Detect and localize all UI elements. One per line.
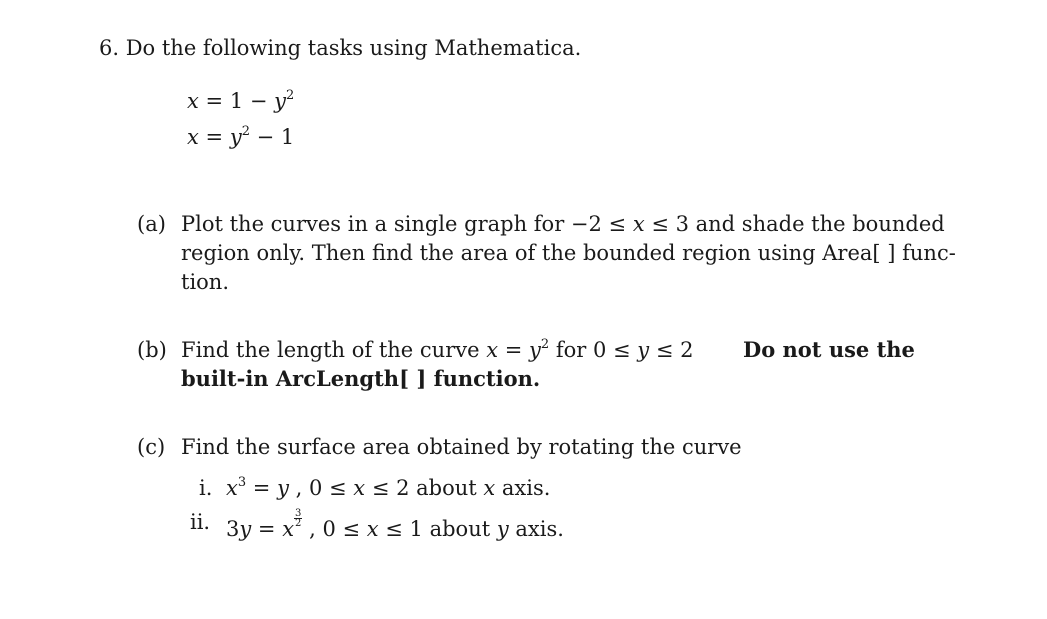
part-b-bold-2 xyxy=(181,366,540,392)
part-c-item-ii xyxy=(226,509,564,542)
item-ii-var1: y xyxy=(239,517,252,541)
item-i-mid: , 0 ≤ xyxy=(288,476,354,500)
part-a-line1-pre: Plot the curves in a single graph for −2 ≤ xyxy=(181,212,633,236)
part-c-label-text: (c) xyxy=(137,435,166,459)
part-b-var-y: y xyxy=(529,338,541,362)
item-ii-label: ii. xyxy=(190,510,211,534)
part-b-bold1-text: Do not use the xyxy=(743,337,915,362)
part-a-line3-text: tion. xyxy=(181,270,229,294)
eq1-rhs-exp: 2 xyxy=(286,88,295,103)
part-a-line2-text: region only. Then find the area of the bounded region using Area[ ] func- xyxy=(181,241,956,265)
part-a-label xyxy=(137,211,166,237)
equation-2: $x = y^2 - 1$ xyxy=(187,124,295,149)
item-ii-eq: = xyxy=(251,517,283,541)
part-b-var-y2: y xyxy=(637,338,650,362)
part-a-line1-var: x xyxy=(632,212,645,236)
item-i-range: ≤ 2 about xyxy=(365,476,484,500)
item-ii-var2: x xyxy=(282,517,295,541)
eq1-lhs: x xyxy=(187,89,199,113)
eq2-lhs: x xyxy=(187,125,199,149)
item-i-axis: x xyxy=(483,476,496,500)
part-b-bold2-text: built-in ArcLength[ ] function. xyxy=(181,366,541,391)
part-b-eq: = xyxy=(498,338,529,362)
part-c-item-i xyxy=(226,475,550,501)
problem-heading xyxy=(99,35,581,61)
part-b-text2: for 0 ≤ xyxy=(549,338,638,362)
part-a-label-text: (a) xyxy=(137,212,166,236)
item-ii-var3: x xyxy=(366,517,379,541)
problem-heading-text: 6. Do the following tasks using Mathematica. xyxy=(99,36,582,60)
part-c-text xyxy=(181,434,742,460)
item-i-var3: x xyxy=(353,476,366,500)
part-a-line-3 xyxy=(181,269,229,295)
item-ii-mid: , 0 ≤ xyxy=(302,517,367,541)
item-ii-coef: 3 xyxy=(226,517,240,541)
part-b-var-x: x xyxy=(486,338,499,362)
part-c-label xyxy=(137,434,165,460)
part-c-item-i-label xyxy=(199,475,212,501)
item-i-var2: y xyxy=(277,476,289,500)
part-b-exp: 2 xyxy=(540,337,550,352)
item-i-exp1: 3 xyxy=(237,475,247,490)
item-ii-axis: y xyxy=(496,517,509,541)
part-b-text1: Find the length of the curve xyxy=(181,338,487,362)
part-a-line-2 xyxy=(181,240,956,266)
part-a-line-1 xyxy=(181,211,945,237)
eq2-rhs-b: − 1 xyxy=(249,125,295,149)
eq2-rhs-exp: 2 xyxy=(241,124,250,139)
item-ii-frac-den: 2 xyxy=(295,518,302,529)
item-i-eq: = xyxy=(246,476,278,500)
part-b-line-1 xyxy=(181,337,693,363)
eq1-rhs-a: 1 − xyxy=(229,89,275,113)
equation-1: $x = 1 - y^2$ xyxy=(187,88,295,113)
part-c-text-content: Find the surface area obtained by rotating the curve xyxy=(181,435,742,459)
part-b-bold-1 xyxy=(743,337,915,363)
eq1-rhs-var: y xyxy=(274,89,286,113)
item-ii-range: ≤ 1 about xyxy=(378,517,497,541)
item-ii-frac-num: 3 xyxy=(295,508,302,519)
item-i-tail: axis. xyxy=(495,476,551,500)
item-ii-tail: axis. xyxy=(508,517,564,541)
part-b-text3: ≤ 2 xyxy=(649,338,694,362)
part-c-item-ii-label xyxy=(190,509,210,535)
eq2-rhs-var: y xyxy=(229,125,242,149)
part-a-line1-post: ≤ 3 and shade the bounded xyxy=(644,212,945,236)
part-b-label-text: (b) xyxy=(137,338,167,362)
item-i-label: i. xyxy=(199,476,213,500)
part-b-label xyxy=(137,337,167,363)
item-i-var1: x xyxy=(226,476,238,500)
